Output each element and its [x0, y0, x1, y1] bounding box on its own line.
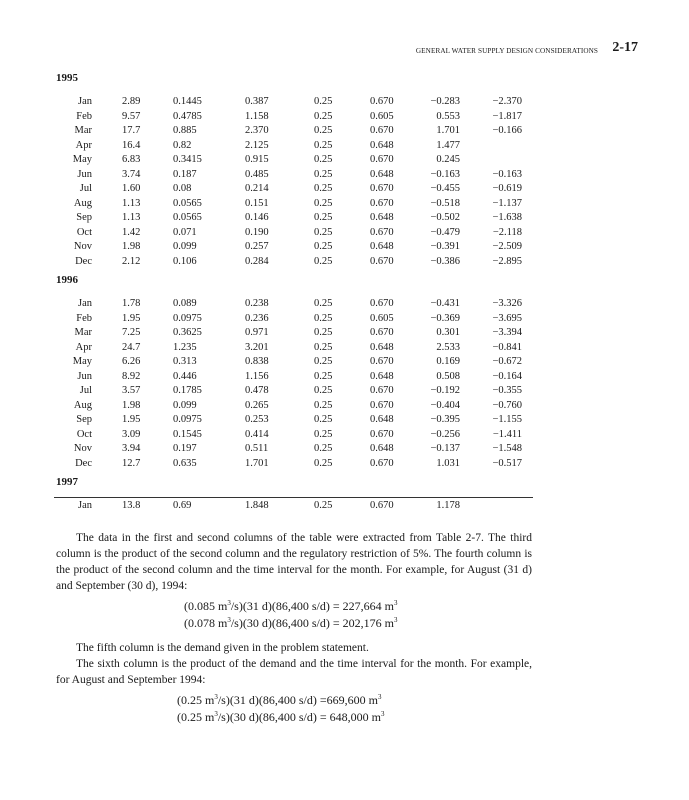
- table-cell: 2.89: [122, 96, 141, 107]
- table-cell: 0.446: [173, 370, 197, 382]
- table-cell: 0.25: [314, 414, 333, 425]
- table-cell: 0.670: [370, 428, 394, 440]
- table-cell: Aug: [73, 399, 92, 411]
- table-cell: 0.670: [370, 226, 394, 238]
- table-row: [0, 256, 689, 270]
- table-cell: −0.619: [492, 183, 522, 194]
- table-row: [0, 414, 689, 428]
- table-cell: −3.326: [492, 298, 522, 309]
- table-cell: 1.13: [122, 197, 141, 209]
- table-cell: −0.395: [430, 414, 460, 425]
- table-cell: 0.670: [370, 96, 394, 107]
- table-cell: Jul: [79, 183, 92, 194]
- table-cell: Oct: [76, 226, 92, 238]
- table-cell: 0.265: [245, 399, 269, 411]
- table-cell: 1.78: [122, 298, 141, 309]
- table-cell: 6.83: [122, 154, 141, 165]
- table-cell: 24.7: [122, 341, 141, 353]
- table-cell: 0.284: [245, 255, 269, 267]
- table-cell: 0.670: [370, 125, 394, 136]
- table-cell: 0.605: [370, 110, 394, 122]
- table-cell: 1.156: [245, 370, 269, 382]
- table-cell: −1.638: [492, 212, 522, 223]
- table-cell: 17.7: [122, 125, 141, 136]
- table-cell: 2.533: [436, 341, 460, 353]
- table-cell: 0.414: [245, 428, 269, 440]
- table-cell: 1.95: [122, 414, 141, 425]
- table-cell: 0.670: [370, 255, 394, 267]
- table-cell: −0.192: [430, 385, 460, 396]
- table-row: [0, 356, 689, 370]
- table-cell: 3.09: [122, 428, 141, 440]
- table-row: [0, 327, 689, 341]
- table-row: [0, 111, 689, 125]
- table-cell: 0.197: [173, 443, 197, 454]
- table-cell: 0.25: [314, 212, 333, 223]
- table-cell: 0.670: [370, 399, 394, 411]
- table-cell: −0.283: [430, 96, 460, 107]
- table-cell: 0.236: [245, 312, 269, 324]
- table-cell: 1.701: [245, 457, 269, 469]
- table-row: [0, 96, 689, 110]
- table-cell: 0.071: [173, 226, 197, 238]
- table-cell: 0.25: [314, 443, 333, 454]
- table-cell: Apr: [75, 341, 92, 353]
- table-cell: 0.238: [245, 298, 269, 309]
- table-cell: Jul: [79, 385, 92, 396]
- table-cell: 0.670: [370, 457, 394, 469]
- table-cell: −0.137: [430, 443, 460, 454]
- table-cell: −2.895: [492, 255, 522, 267]
- table-cell: 0.146: [245, 212, 269, 223]
- table-cell: 0.670: [370, 298, 394, 309]
- table-cell: 0.648: [370, 414, 394, 425]
- table-cell: 0.915: [245, 154, 269, 165]
- table-row: [0, 154, 689, 168]
- table-cell: 0.648: [370, 443, 394, 454]
- table-cell: −0.455: [430, 183, 460, 194]
- table-cell: 0.099: [173, 399, 197, 411]
- page-header: [0, 40, 689, 60]
- table-cell: Nov: [73, 241, 92, 252]
- table-cell: Oct: [76, 428, 92, 440]
- table-cell: −2.118: [492, 226, 522, 238]
- table-cell: −0.256: [430, 428, 460, 440]
- table-cell: Jan: [78, 96, 92, 107]
- equation-4: (0.25 $m^3/s)(30$ d)(86,400 s/d) = 648,000 $m^3$: [177, 710, 385, 724]
- table-cell: −0.369: [430, 312, 460, 324]
- table-cell: −1.817: [492, 110, 522, 122]
- table-cell: 8.92: [122, 370, 141, 382]
- table-cell: 0.648: [370, 139, 394, 151]
- table-row: [0, 443, 689, 457]
- table-cell: −2.370: [492, 96, 522, 107]
- table-cell: 0.190: [245, 226, 269, 238]
- table-cell: Feb: [76, 110, 92, 122]
- table-cell: 1.42: [122, 226, 141, 238]
- paragraph-1: The data in the first and second columns of the table were extracted from Table 2-7. The third column is the product of the second column and the regulatory restriction of 5%. The fourth column is the product of the second column and the time interval for the month. For example, for August (31 d) and September (30 d), 1994:: [56, 532, 532, 592]
- table-cell: −0.355: [492, 385, 522, 396]
- table-cell: 0.0565: [173, 212, 202, 223]
- table-cell: 0.0975: [173, 312, 202, 324]
- table-cell: 0.25: [314, 168, 333, 180]
- table-cell: 1.95: [122, 312, 141, 324]
- year-heading-1997: 1997: [56, 476, 78, 488]
- table-cell: −0.166: [492, 125, 522, 136]
- table-cell: 0.25: [314, 457, 333, 469]
- table-cell: 0.313: [173, 356, 197, 367]
- table-cell: 1.477: [436, 139, 460, 151]
- table-cell: 0.670: [370, 500, 394, 511]
- table-cell: 2.125: [245, 139, 269, 151]
- year-heading-1995: 1995: [56, 72, 78, 84]
- table-cell: 3.94: [122, 443, 141, 454]
- table-cell: −3.394: [492, 327, 522, 338]
- running-title: GENERAL WATER SUPPLY DESIGN CONSIDERATIONS: [415, 47, 598, 55]
- table-cell: 3.74: [122, 168, 141, 180]
- paragraph-3: The sixth column is the product of the demand and the time interval for the month. For example, for August and September 1994:: [56, 658, 532, 686]
- table-cell: 0.69: [173, 500, 192, 511]
- table-cell: 1.848: [245, 500, 269, 511]
- table-cell: 1.235: [173, 341, 197, 353]
- table-cell: 1.178: [436, 500, 460, 511]
- table-cell: 0.670: [370, 327, 394, 338]
- table-row: [0, 227, 689, 241]
- table-cell: 0.648: [370, 212, 394, 223]
- table-cell: Nov: [73, 443, 92, 454]
- table-cell: 0.648: [370, 370, 394, 382]
- table-cell: 0.25: [314, 241, 333, 252]
- table-cell: 0.106: [173, 255, 197, 267]
- table-cell: 1.031: [436, 457, 460, 469]
- table-cell: 0.25: [314, 385, 333, 396]
- table-cell: Mar: [74, 125, 92, 136]
- table-cell: 0.25: [314, 183, 333, 194]
- table-cell: 0.25: [314, 197, 333, 209]
- table-row: [0, 125, 689, 139]
- table-cell: 0.648: [370, 241, 394, 252]
- table-cell: 0.25: [314, 255, 333, 267]
- table-cell: 2.370: [245, 125, 269, 136]
- table-cell: 1.98: [122, 241, 141, 252]
- table-bottom-rule: [54, 497, 533, 498]
- table-cell: −2.509: [492, 241, 522, 252]
- table-cell: 0.478: [245, 385, 269, 396]
- table-cell: 0.187: [173, 168, 197, 180]
- table-cell: 1.60: [122, 183, 141, 194]
- table-cell: 1.13: [122, 212, 141, 223]
- table-cell: 9.57: [122, 110, 141, 122]
- table-row: [0, 500, 689, 514]
- table-cell: 0.169: [436, 356, 460, 367]
- table-cell: 0.1545: [173, 428, 202, 440]
- table-cell: −0.841: [492, 341, 522, 353]
- table-cell: −0.431: [430, 298, 460, 309]
- table-cell: 0.25: [314, 110, 333, 122]
- table-cell: 0.885: [173, 125, 197, 136]
- table-cell: 0.670: [370, 197, 394, 209]
- table-cell: 13.8: [122, 500, 141, 511]
- table-cell: 0.25: [314, 125, 333, 136]
- page-number: 2-17: [612, 40, 638, 55]
- table-cell: Jun: [77, 168, 92, 180]
- table-cell: 0.25: [314, 139, 333, 151]
- table-cell: 0.648: [370, 168, 394, 180]
- table-cell: 6.26: [122, 356, 141, 367]
- table-row: [0, 198, 689, 212]
- table-cell: Mar: [74, 327, 92, 338]
- table-cell: Jan: [78, 298, 92, 309]
- table-cell: −0.672: [492, 356, 522, 367]
- table-cell: 0.511: [245, 443, 269, 454]
- table-cell: −1.548: [492, 443, 522, 454]
- table-cell: −0.386: [430, 255, 460, 267]
- table-cell: Aug: [73, 197, 92, 209]
- table-cell: 0.670: [370, 356, 394, 367]
- year-heading-1996: 1996: [56, 274, 78, 286]
- table-cell: Sep: [76, 414, 92, 425]
- table-cell: 0.25: [314, 370, 333, 382]
- table-cell: −0.760: [492, 399, 522, 411]
- paragraph-2: The fifth column is the demand given in the problem statement.: [76, 642, 369, 654]
- table-cell: −0.502: [430, 212, 460, 223]
- table-cell: 0.253: [245, 414, 269, 425]
- table-cell: 3.57: [122, 385, 141, 396]
- table-cell: 0.670: [370, 385, 394, 396]
- table-cell: 0.25: [314, 154, 333, 165]
- table-cell: 0.25: [314, 399, 333, 411]
- table-cell: 0.25: [314, 226, 333, 238]
- table-row: [0, 241, 689, 255]
- table-cell: 0.301: [436, 327, 460, 338]
- table-cell: 0.245: [436, 154, 460, 165]
- table-cell: 0.553: [436, 110, 460, 122]
- table-cell: 0.099: [173, 241, 197, 252]
- table-cell: Apr: [75, 139, 92, 151]
- table-cell: 1.98: [122, 399, 141, 411]
- table-cell: 0.25: [314, 341, 333, 353]
- table-cell: 1.158: [245, 110, 269, 122]
- table-cell: 0.387: [245, 96, 269, 107]
- table-cell: 0.82: [173, 139, 192, 151]
- table-cell: 0.670: [370, 183, 394, 194]
- table-cell: 2.12: [122, 255, 141, 267]
- table-cell: Jan: [78, 500, 92, 511]
- table-cell: 0.4785: [173, 110, 202, 122]
- table-cell: 1.701: [436, 125, 460, 136]
- table-cell: 3.201: [245, 341, 269, 353]
- table-row: [0, 371, 689, 385]
- table-cell: 0.151: [245, 197, 269, 209]
- table-cell: 0.670: [370, 154, 394, 165]
- table-cell: −1.155: [492, 414, 522, 425]
- table-cell: −1.137: [492, 197, 522, 209]
- table-cell: 0.08: [173, 183, 192, 194]
- table-cell: −1.411: [492, 428, 522, 440]
- table-cell: −3.695: [492, 312, 522, 324]
- table-row: [0, 298, 689, 312]
- table-cell: 0.485: [245, 168, 269, 180]
- table-cell: 0.25: [314, 96, 333, 107]
- equation-3: (0.25 $m^3/s)(31$ d)(86,400 s/d) =669,600 $m^3$: [177, 693, 382, 707]
- table-cell: Jun: [77, 370, 92, 382]
- table-cell: 0.089: [173, 298, 197, 309]
- table-cell: Dec: [75, 255, 92, 267]
- table-cell: 0.648: [370, 341, 394, 353]
- table-cell: May: [72, 356, 92, 367]
- table-cell: 0.0565: [173, 197, 202, 209]
- table-cell: Dec: [75, 457, 92, 469]
- table-cell: 0.1785: [173, 385, 202, 396]
- table-cell: 12.7: [122, 457, 141, 469]
- table-cell: 0.25: [314, 500, 333, 511]
- table-cell: 0.0975: [173, 414, 202, 425]
- table-row: [0, 169, 689, 183]
- table-cell: 7.25: [122, 327, 141, 338]
- table-row: [0, 183, 689, 197]
- table-cell: −0.163: [492, 168, 522, 180]
- equation-2: (0.078 $m^3/s)(30$ d)(86,400 s/d) = 202,176 $m^3$: [184, 616, 398, 630]
- table-row: [0, 212, 689, 226]
- equation-1: (0.085 $m^3/s)(31$ d)(86,400 s/d) = 227,664 $m^3$: [184, 599, 398, 613]
- table-cell: May: [72, 154, 92, 165]
- table-cell: −0.404: [430, 399, 460, 411]
- table-cell: −0.518: [430, 197, 460, 209]
- table-row: [0, 400, 689, 414]
- table-row: [0, 429, 689, 443]
- table-cell: 0.1445: [173, 96, 202, 107]
- table-cell: −0.517: [492, 457, 522, 469]
- table-cell: 0.3625: [173, 327, 202, 338]
- table-cell: 0.635: [173, 457, 197, 469]
- table-cell: 0.25: [314, 327, 333, 338]
- table-cell: −0.391: [430, 241, 460, 252]
- table-cell: 0.605: [370, 312, 394, 324]
- table-cell: 0.838: [245, 356, 269, 367]
- table-row: [0, 342, 689, 356]
- table-cell: Feb: [76, 312, 92, 324]
- table-row: [0, 140, 689, 154]
- table-cell: 0.25: [314, 298, 333, 309]
- table-row: [0, 313, 689, 327]
- table-cell: −0.163: [430, 168, 460, 180]
- table-cell: −0.479: [430, 226, 460, 238]
- table-cell: −0.164: [492, 370, 522, 382]
- table-cell: 0.257: [245, 241, 269, 252]
- table-cell: 0.25: [314, 428, 333, 440]
- table-cell: 0.214: [245, 183, 269, 194]
- table-cell: Sep: [76, 212, 92, 223]
- table-row: [0, 458, 689, 472]
- table-cell: 0.25: [314, 312, 333, 324]
- table-cell: 0.971: [245, 327, 269, 338]
- table-cell: 0.25: [314, 356, 333, 367]
- table-row: [0, 385, 689, 399]
- table-cell: 0.3415: [173, 154, 202, 165]
- table-cell: 0.508: [436, 370, 460, 382]
- table-cell: 16.4: [122, 139, 141, 151]
